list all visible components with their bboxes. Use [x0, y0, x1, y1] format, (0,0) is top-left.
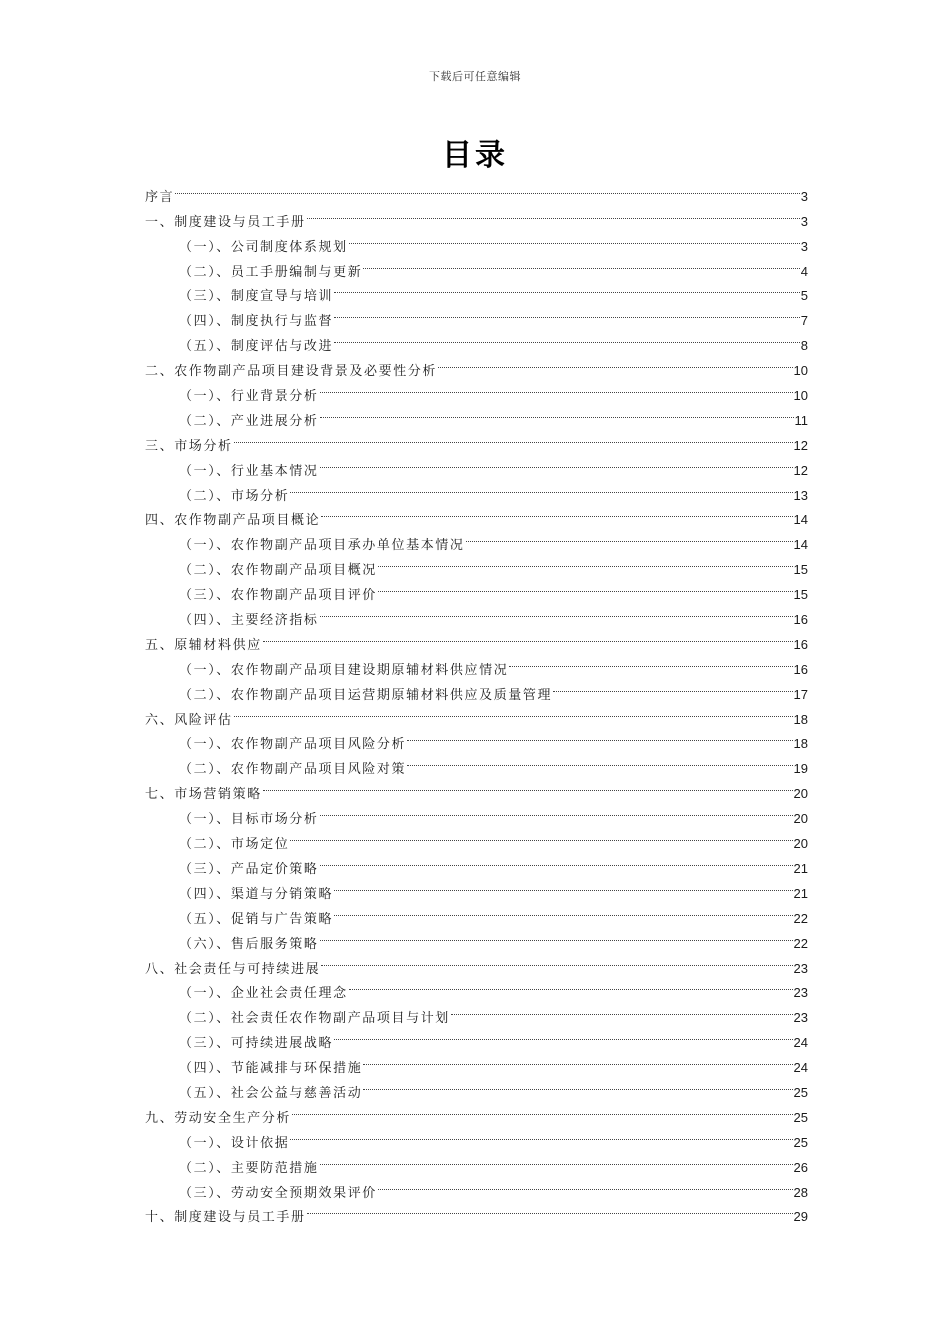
toc-entry-label: （五）、社会公益与慈善活动: [179, 1085, 363, 1101]
toc-dot-leader: [407, 724, 792, 749]
toc-entry-label: 二、农作物副产品项目建设背景及必要性分析: [145, 364, 438, 380]
toc-entry-page-number: 13: [793, 487, 808, 503]
toc-dot-leader: [378, 549, 793, 574]
toc-dot-leader: [334, 1022, 792, 1047]
toc-entry-label: （二）、产业进展分析: [179, 413, 319, 429]
toc-entry-label: 七、市场营销策略: [145, 787, 262, 803]
toc-entry-label: 六、风险评估: [145, 712, 233, 728]
toc-dot-leader: [292, 1097, 793, 1122]
toc-entry[interactable]: [145, 450, 808, 479]
toc-dot-leader: [378, 1172, 793, 1197]
toc-dot-leader: [307, 201, 800, 226]
toc-entry-page-number: 28: [793, 1184, 808, 1200]
toc-dot-leader: [320, 923, 793, 948]
toc-entry-page-number: 3: [800, 188, 808, 204]
toc-dot-leader: [321, 948, 792, 973]
toc-entry-page-number: 20: [793, 811, 808, 827]
toc-entry-label: 五、原辅材料供应: [145, 637, 262, 653]
toc-entry-page-number: 23: [793, 960, 808, 976]
toc-entry-page-number: 23: [793, 985, 808, 1001]
toc-dot-leader: [363, 1072, 792, 1097]
toc-dot-leader: [290, 823, 792, 848]
toc-entry-label: （三）、产品定价策略: [179, 861, 319, 877]
toc-entry-label: （一）、行业背景分析: [179, 389, 319, 405]
toc-entry-label: （二）、农作物副产品项目概况: [179, 563, 377, 579]
toc-dot-leader: [334, 276, 800, 301]
toc-entry-label: （一）、农作物副产品项目建设期原辅材料供应情况: [179, 662, 509, 678]
toc-entry-page-number: 5: [800, 288, 808, 304]
toc-dot-leader: [320, 1147, 793, 1172]
toc-entry-label: 九、劳动安全生产分析: [145, 1110, 292, 1126]
toc-dot-leader: [320, 375, 793, 400]
toc-entry-page-number: 4: [800, 263, 808, 279]
toc-entry-page-number: 3: [800, 238, 808, 254]
toc-entry-label: （五）、促销与广告策略: [179, 911, 334, 927]
toc-entry-label: 十、制度建设与员工手册: [145, 1210, 306, 1226]
toc-dot-leader: [320, 400, 794, 425]
toc-entry-label: （二）、农作物副产品项目风险对策: [179, 762, 407, 778]
toc-entry-page-number: 16: [793, 612, 808, 628]
toc-dot-leader: [363, 1047, 792, 1072]
toc-dot-leader: [438, 350, 793, 375]
toc-entry-page-number: 21: [793, 885, 808, 901]
toc-entry-label: （三）、农作物副产品项目评价: [179, 588, 377, 604]
toc-entry-label: （三）、制度宣导与培训: [179, 289, 334, 305]
toc-entry-label: （三）、劳动安全预期效果评价: [179, 1185, 377, 1201]
toc-title: 目录: [442, 138, 508, 173]
toc-dot-leader: [349, 226, 800, 251]
toc-entry-page-number: 12: [793, 462, 808, 478]
toc-dot-leader: [263, 773, 793, 798]
toc-dot-leader: [320, 599, 793, 624]
toc-entry-label: （四）、渠道与分销策略: [179, 886, 334, 902]
toc-entry-page-number: 3: [800, 213, 808, 229]
toc-entry-label: （四）、制度执行与监督: [179, 314, 334, 330]
toc-entry-page-number: 11: [794, 412, 808, 428]
toc-entry-page-number: 20: [793, 786, 808, 802]
toc-dot-leader: [466, 524, 793, 549]
toc-entry-label: （一）、目标市场分析: [179, 812, 319, 828]
toc-entry-label: （三）、可持续进展战略: [179, 1036, 334, 1052]
toc-entry-page-number: 14: [793, 512, 808, 528]
toc-entry-page-number: 20: [793, 836, 808, 852]
toc-entry[interactable]: [145, 425, 808, 454]
toc-entry-page-number: 14: [793, 537, 808, 553]
toc-dot-leader: [320, 798, 793, 823]
toc-dot-leader: [234, 425, 793, 450]
toc-entry-label: （四）、主要经济指标: [179, 613, 319, 629]
table-of-contents: [145, 176, 808, 1226]
toc-entry-label: （四）、节能减排与环保措施: [179, 1061, 363, 1077]
toc-entry-label: （一）、农作物副产品项目承办单位基本情况: [179, 538, 465, 554]
toc-dot-leader: [320, 848, 793, 873]
toc-entry-page-number: 15: [793, 562, 808, 578]
toc-entry-page-number: 12: [793, 437, 808, 453]
toc-entry-label: （六）、售后服务策略: [179, 936, 319, 952]
toc-entry-label: （二）、员工手册编制与更新: [179, 264, 363, 280]
toc-entry-page-number: 25: [793, 1134, 808, 1150]
toc-entry-page-number: 21: [793, 860, 808, 876]
toc-entry-label: 一、制度建设与员工手册: [145, 214, 306, 230]
toc-entry-page-number: 26: [793, 1159, 808, 1175]
toc-entry-page-number: 16: [793, 661, 808, 677]
toc-entry-page-number: 18: [793, 711, 808, 727]
toc-entry-page-number: 17: [793, 686, 808, 702]
toc-entry-label: （二）、主要防范措施: [179, 1160, 319, 1176]
toc-entry-page-number: 18: [793, 736, 808, 752]
toc-entry-label: （二）、市场定位: [179, 837, 290, 853]
toc-entry-page-number: 24: [793, 1035, 808, 1051]
toc-entry-page-number: 15: [793, 587, 808, 603]
toc-entry-label: （二）、市场分析: [179, 488, 290, 504]
toc-entry-label: （一）、农作物副产品项目风险分析: [179, 737, 407, 753]
toc-entry-page-number: 7: [800, 313, 808, 329]
toc-entry-page-number: 25: [793, 1084, 808, 1100]
toc-dot-leader: [320, 450, 793, 475]
toc-entry-label: 八、社会责任与可持续进展: [145, 961, 321, 977]
toc-entry-page-number: 23: [793, 1010, 808, 1026]
header-note: 下载后可任意编辑: [429, 70, 521, 83]
toc-dot-leader: [553, 674, 792, 699]
toc-dot-leader: [451, 997, 793, 1022]
toc-dot-leader: [334, 300, 800, 325]
toc-dot-leader: [234, 699, 793, 724]
toc-entry[interactable]: [145, 699, 808, 728]
toc-entry-page-number: 24: [793, 1060, 808, 1076]
toc-dot-leader: [363, 251, 799, 276]
toc-entry-page-number: 22: [793, 935, 808, 951]
toc-dot-leader: [407, 748, 792, 773]
toc-dot-leader: [290, 475, 792, 500]
toc-dot-leader: [349, 973, 793, 998]
toc-entry-label: （一）、行业基本情况: [179, 463, 319, 479]
toc-entry-page-number: 10: [793, 363, 808, 379]
toc-entry[interactable]: [145, 724, 808, 753]
toc-dot-leader: [378, 574, 793, 599]
toc-entry-label: （五）、制度评估与改进: [179, 339, 334, 355]
toc-dot-leader: [307, 1197, 793, 1222]
toc-entry[interactable]: [145, 201, 808, 230]
toc-entry-label: （二）、社会责任农作物副产品项目与计划: [179, 1011, 450, 1027]
toc-entry-label: （一）、公司制度体系规划: [179, 239, 348, 255]
toc-dot-leader: [334, 325, 800, 350]
toc-entry-page-number: 19: [793, 761, 808, 777]
toc-dot-leader: [334, 873, 792, 898]
toc-entry-page-number: 25: [793, 1109, 808, 1125]
toc-entry-page-number: 22: [793, 910, 808, 926]
toc-entry-page-number: 29: [793, 1209, 808, 1225]
toc-dot-leader: [321, 500, 792, 525]
toc-dot-leader: [334, 898, 792, 923]
toc-entry-label: 四、农作物副产品项目概论: [145, 513, 321, 529]
toc-entry-label: 三、市场分析: [145, 438, 233, 454]
toc-dot-leader: [509, 649, 792, 674]
toc-dot-leader: [290, 1122, 792, 1147]
toc-entry-page-number: 16: [793, 636, 808, 652]
toc-dot-leader: [263, 624, 793, 649]
toc-entry-label: （一）、设计依据: [179, 1135, 290, 1151]
toc-entry-page-number: 10: [793, 388, 808, 404]
toc-entry[interactable]: [145, 176, 808, 205]
toc-entry-page-number: 8: [800, 338, 808, 354]
toc-entry-label: （二）、农作物副产品项目运营期原辅材料供应及质量管理: [179, 687, 553, 703]
toc-dot-leader: [175, 176, 800, 201]
toc-entry-label: （一）、企业社会责任理念: [179, 986, 348, 1002]
toc-entry-label: 序言: [145, 189, 175, 205]
